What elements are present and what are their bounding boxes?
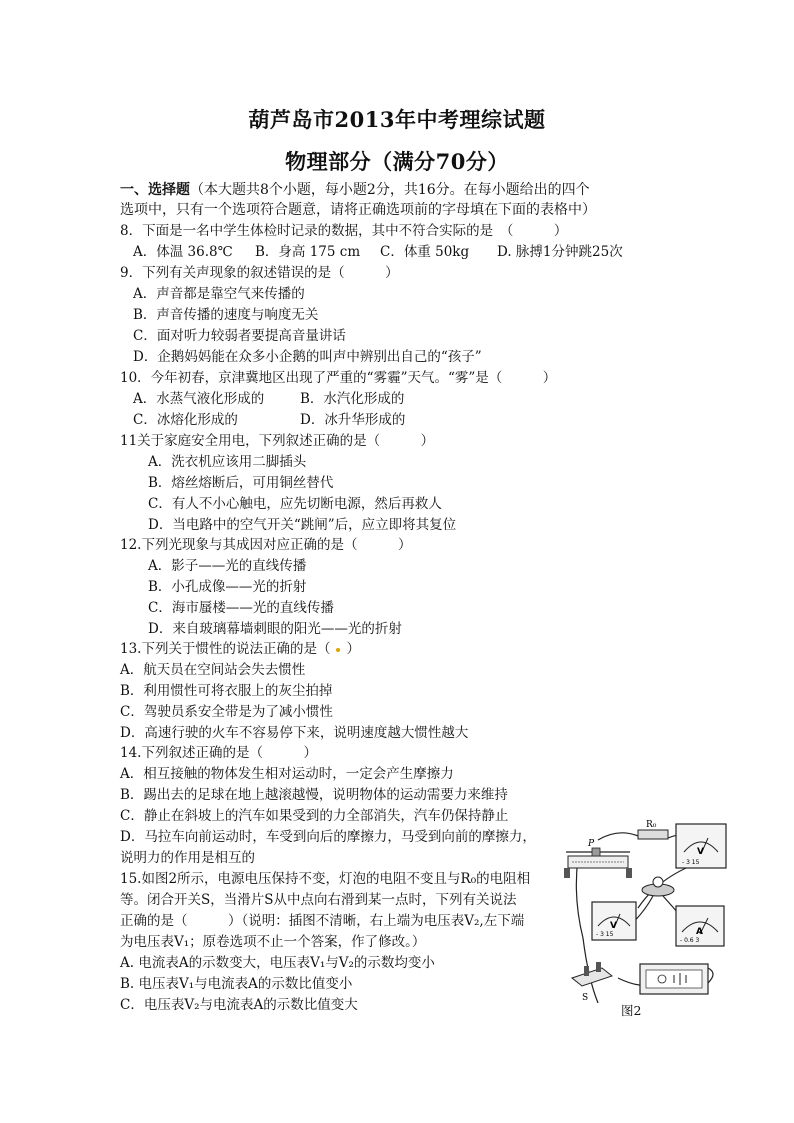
question-12-stem: 12.下列光现象与其成因对应正确的是（ ） — [120, 537, 412, 553]
question-13-option-d: D．高速行驶的火车不容易停下来，说明速度越大惯性越大 — [120, 725, 469, 741]
label-a-scale: - 0.6 3 — [680, 937, 700, 944]
question-14-option-a: A．相互接触的物体发生相对运动时，一定会产生摩擦力 — [120, 766, 454, 782]
label-v1-symbol: V — [610, 921, 617, 931]
question-10-option-b: B．水汽化形成的 — [300, 391, 405, 407]
label-v2-symbol: V — [697, 847, 704, 857]
question-12-option-c: C．海市蜃楼——光的直线传播 — [148, 600, 334, 616]
question-8-option-b: B．身高 175 cm — [255, 244, 361, 260]
question-13-stem — [120, 639, 360, 659]
question-15-stem-line2: 等。闭合开关S，当滑片S从中点向右滑到某一点时，下列有关说法 — [120, 892, 517, 908]
question-15-option-c: C．电压表V₂与电流表A的示数比值变大 — [120, 997, 358, 1013]
label-v1-scale: - 3 15 — [596, 931, 614, 938]
question-8-option-d: D. 脉搏1分钟跳25次 — [497, 244, 623, 260]
question-14-option-d-line1: D．马拉车向前运动时，车受到向后的摩擦力，马受到向前的摩擦力， — [120, 829, 536, 845]
question-15-stem-line1: 15.如图2所示，电源电压保持不变，灯泡的电阻不变且与R₀的电阻相 — [120, 871, 531, 887]
lamp — [642, 877, 674, 896]
question-11-option-b: B．熔丝熔断后，可用铜丝替代 — [148, 475, 334, 491]
question-8-option-a: A．体温 36.8℃ — [133, 244, 233, 260]
label-a-symbol: A — [696, 927, 703, 937]
question-11-option-d: D．当电路中的空气开关“跳闸”后，应立即将其复位 — [148, 517, 457, 533]
circuit-diagram-figure — [558, 818, 738, 1018]
question-9-stem: 9．下列有关声现象的叙述错误的是（ ） — [120, 265, 399, 281]
page-title: 葫芦岛市2013年中考理综试题 — [248, 107, 546, 132]
question-12-option-d: D．来自玻璃幕墙刺眼的阳光——光的折射 — [148, 621, 402, 637]
switch-s — [572, 962, 612, 1003]
resistor-r0 — [638, 820, 668, 839]
power-supply — [640, 964, 708, 994]
question-15-stem-line4: 为电压表V₁；原卷选项不止一个答案，作了修改。） — [120, 934, 426, 950]
question-8-stem: 8．下面是一名中学生体检时记录的数据，其中不符合实际的是 （ ） — [120, 223, 568, 239]
question-10-option-a: A．水蒸气液化形成的 — [133, 391, 265, 407]
question-9-option-b: B．声音传播的速度与响度无关 — [133, 307, 319, 323]
question-15-option-b: B. 电压表V₁与电流表A的示数比值变小 — [120, 976, 353, 992]
section-intro-line2: 选项中，只有一个选项符合题意，请将正确选项前的字母填在下面的表格中） — [120, 202, 596, 218]
wire-right — [708, 968, 713, 983]
ammeter-a — [676, 906, 724, 946]
question-15-option-a: A. 电流表A的示数变大，电压表V₁与V₂的示数均变小 — [120, 955, 435, 971]
question-9-option-d: D．企鹅妈妈能在众多小企鹅的叫声中辨别出自己的“孩子” — [133, 349, 482, 365]
label-r0: R₀ — [646, 820, 657, 830]
voltmeter-v2 — [676, 824, 726, 868]
question-11-stem: 11关于家庭安全用电，下列叙述正确的是（ ） — [120, 433, 435, 449]
question-14-stem: 14.下列叙述正确的是（ ） — [120, 745, 317, 761]
voltmeter-v1 — [592, 902, 636, 940]
question-12-option-a: A．影子——光的直线传播 — [148, 558, 307, 574]
label-v2-scale: - 3 15 — [682, 859, 700, 866]
figure-caption: 图2 — [621, 1003, 642, 1018]
question-13-option-b: B．利用惯性可将衣服上的灰尘拍掉 — [120, 683, 333, 699]
question-13-stem-right: ） — [346, 641, 360, 657]
slide-rheostat — [564, 839, 632, 878]
question-9-option-c: C．面对听力较弱者要提高音量讲话 — [133, 328, 346, 344]
question-9-option-a: A．声音都是靠空气来传播的 — [133, 286, 305, 302]
question-13-stem-left: 13.下列关于惯性的说法正确的是（ — [120, 641, 331, 657]
page-subtitle: 物理部分（满分70分） — [285, 149, 509, 174]
question-15-stem-line3: 正确的是（ ）（说明：插图不清晰，右上端为电压表V₂,左下端 — [120, 913, 525, 929]
question-11-option-a: A．洗衣机应该用二脚插头 — [148, 454, 307, 470]
label-s: S — [582, 993, 589, 1003]
section-intro-text: （本大题共8个小题，每小题2分，共16分。在每小题给出的四个 — [190, 182, 590, 198]
question-11-option-c: C．有人不小心触电，应先切断电源，然后再救人 — [148, 496, 442, 512]
question-13-option-a: A．航天员在空间站会失去惯性 — [120, 662, 306, 678]
section-heading: 一、选择题 — [120, 182, 190, 198]
question-14-option-b: B．踢出去的足球在地上越滚越慢，说明物体的运动需要力来维持 — [120, 787, 508, 803]
answer-dot-mark — [336, 648, 340, 652]
question-8-option-c: C．体重 50kg — [380, 244, 470, 260]
section-intro-line1 — [120, 180, 590, 200]
question-13-option-c: C．驾驶员系安全带是为了减小惯性 — [120, 704, 333, 720]
question-14-option-d-line2: 说明力的作用是相互的 — [120, 850, 255, 866]
question-12-option-b: B．小孔成像——光的折射 — [148, 579, 307, 595]
question-14-option-c: C．静止在斜坡上的汽车如果受到的力全部消失，汽车仍保持静止 — [120, 808, 509, 824]
question-10-option-c: C．冰熔化形成的 — [133, 412, 238, 428]
question-10-option-d: D．冰升华形成的 — [300, 412, 406, 428]
question-10-stem: 10．今年初春，京津冀地区出现了严重的“雾霾”天气。“雾”是（ ） — [120, 370, 557, 386]
wire-top-left — [598, 833, 638, 840]
label-p: P — [588, 839, 595, 849]
